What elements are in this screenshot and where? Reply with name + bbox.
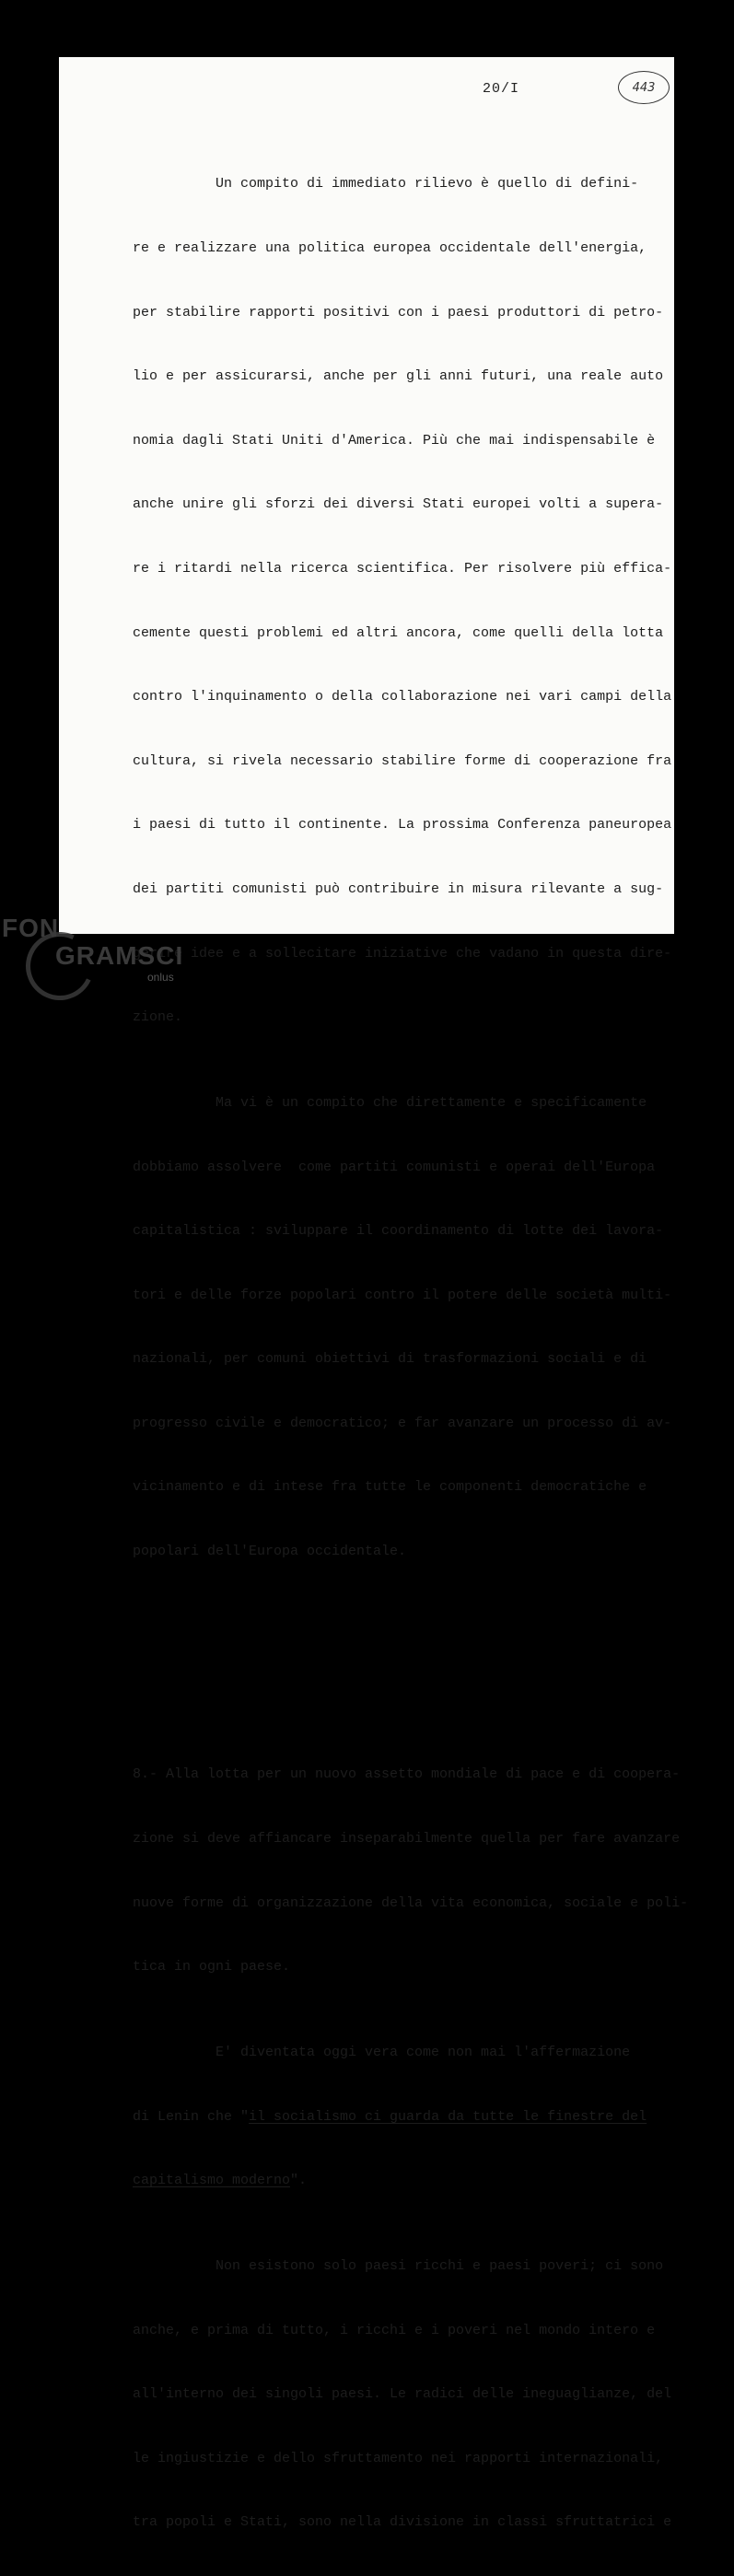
text-line: zione si deve affiancare inseparabilmente quella per fare avanzare <box>133 1831 681 1847</box>
text-line: anche, e prima di tutto, i ricchi e i poveri nel mondo intero e <box>133 2322 656 2338</box>
fondazione-gramsci-logo <box>0 912 193 995</box>
text-line: contro l'inquinamento o della collaborazione nei vari campi della <box>133 689 672 705</box>
document-body <box>133 131 689 2576</box>
text-line: dei partiti comunisti può contribuire in misura rilevante a sug- <box>133 880 664 897</box>
text-line: progresso civile e democratico; e far avanzare un processo di av- <box>133 1415 672 1431</box>
text-line: zione. <box>133 1009 183 1026</box>
text-line: tori e delle forze popolari contro il potere delle società multi- <box>133 1287 672 1303</box>
text-line: all'interno dei singoli paesi. Le radici delle ineguaglianze, del <box>133 2386 672 2403</box>
text-line: 8.- Alla lotta per un nuovo assetto mondiale di pace e di coopera- <box>133 1766 681 1783</box>
text-line: anche unire gli sforzi dei diversi Stati europei volti a supera- <box>133 496 664 513</box>
logo-onlus-text: onlus <box>147 971 174 984</box>
text-line: gerire idee e a sollecitare iniziative che vadano in questa dire- <box>133 945 672 962</box>
text-line: Ma vi è un compito che direttamente e specificamente <box>133 1094 647 1111</box>
text-line: Un compito di immediato rilievo è quello di defini- <box>133 176 639 192</box>
folio-stamp: 443 <box>618 71 670 104</box>
text-fragment: di Lenin che " <box>133 2108 250 2125</box>
section-spacer <box>133 1626 658 1700</box>
text-line: capitalistica : sviluppare il coordinamento di lotte dei lavora- <box>133 1223 664 1240</box>
underlined-quote: capitalismo moderno <box>133 2173 291 2189</box>
text-line: nuove forme di organizzazione della vita economica, sociale e poli- <box>133 1894 689 1911</box>
text-line: E' diventata oggi vera come non mai l'affermazione <box>133 2045 631 2061</box>
text-line: cemente questi problemi ed altri ancora, come quelli della lotta <box>133 624 664 641</box>
text-line: per stabilire rapporti positivi con i paesi produttori di petro- <box>133 304 664 321</box>
text-line: nomia dagli Stati Uniti d'America. Più che mai indispensabile è <box>133 432 656 449</box>
text-line: i paesi di tutto il continente. La prossima Conferenza paneuropea <box>133 817 672 833</box>
text-line: le ingiustizie e dello sfruttamento nei rapporti internazionali, <box>133 2450 664 2466</box>
text-fragment: ". <box>290 2173 308 2189</box>
logo-gramsci-text: GRAMSCI <box>55 941 184 970</box>
text-line: vicinamento e di intese fra tutte le componenti democratiche e <box>133 1479 647 1496</box>
underlined-quote: il socialismo ci guarda da tutte le finestre del <box>249 2108 647 2125</box>
page-number: 20/I <box>483 81 520 97</box>
text-line <box>133 2170 658 2191</box>
text-line: popolari dell'Europa occidentale. <box>133 1544 407 1560</box>
text-line: nazionali, per comuni obiettivi di trasformazioni sociali e di <box>133 1351 647 1368</box>
text-line: tica in ogni paese. <box>133 1959 291 1976</box>
text-line: lio e per assicurarsi, anche per gli anni futuri, una reale auto <box>133 368 664 385</box>
text-line: dobbiamo assolvere come partiti comunisti e operai dell'Europa <box>133 1159 656 1175</box>
text-line: Non esistono solo paesi ricchi e paesi poveri; ci sono <box>133 2258 664 2275</box>
text-line: cultura, si rivela necessario stabilire forme di cooperazione fra <box>133 752 672 769</box>
text-line: tra popoli e Stati, sono nella divisione in classi sfruttatrici e <box>133 2514 672 2531</box>
text-line: re e realizzare una politica europea occidentale dell'energia, <box>133 240 647 256</box>
text-line: re i ritardi nella ricerca scientifica. Per risolvere più effica- <box>133 560 672 577</box>
text-line <box>133 2106 658 2127</box>
logo-fon-text: FON <box>2 914 60 942</box>
